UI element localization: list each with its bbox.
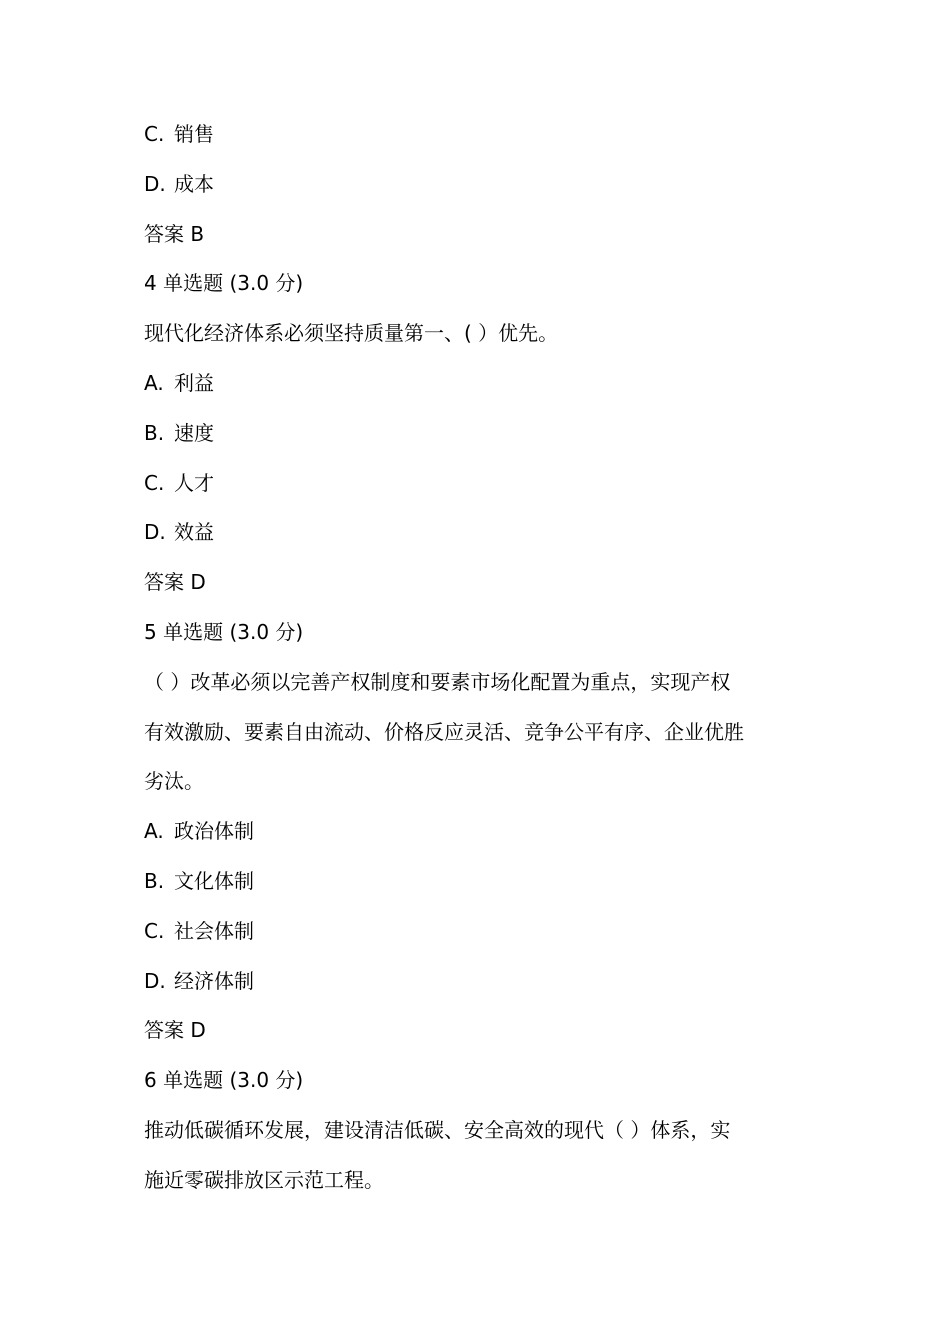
q5-stem-line-1: （ ）改革必须以完善产权制度和要素市场化配置为重点，实现产权 xyxy=(144,669,731,694)
option-letter: C. xyxy=(144,918,165,943)
option-letter: B. xyxy=(144,420,165,445)
q6-header: 6 单选题 (3.0 分) xyxy=(144,1068,304,1093)
q3-answer: 答案 B xyxy=(144,221,205,246)
q5-answer: 答案 D xyxy=(144,1018,206,1043)
q5-option-a xyxy=(144,807,814,857)
q5-option-c xyxy=(144,907,814,957)
option-letter: D. xyxy=(144,968,166,993)
q3-option-c xyxy=(144,110,814,160)
option-text: 人才 xyxy=(174,470,214,495)
option-text: 成本 xyxy=(174,171,214,196)
option-letter: A. xyxy=(144,370,164,395)
option-text: 销售 xyxy=(174,122,214,146)
q4-stem-line-1: 现代化经济体系必须坚持质量第一、( ）优先。 xyxy=(144,321,559,346)
option-letter: B. xyxy=(144,868,165,893)
q3-option-d xyxy=(144,160,814,210)
q5-option-d xyxy=(144,957,814,1007)
option-text: 政治体制 xyxy=(174,819,254,844)
option-text: 社会体制 xyxy=(174,918,254,943)
q5-option-b xyxy=(144,857,814,907)
q6-stem-line-1: 推动低碳循环发展，建设清洁低碳、安全高效的现代（ ）体系，实 xyxy=(144,1117,731,1142)
q4-header: 4 单选题 (3.0 分) xyxy=(144,271,304,296)
option-letter: D. xyxy=(144,171,166,196)
document-page xyxy=(144,110,814,1206)
q4-answer: 答案 D xyxy=(144,570,206,595)
option-text: 速度 xyxy=(174,420,214,445)
q6-stem-line-2: 施近零碳排放区示范工程。 xyxy=(144,1167,384,1192)
option-letter: D. xyxy=(144,520,166,545)
option-text: 文化体制 xyxy=(174,868,254,893)
option-text: 经济体制 xyxy=(174,968,254,993)
q4-option-a xyxy=(144,359,814,409)
option-letter: A. xyxy=(144,819,164,844)
q4-option-c xyxy=(144,459,814,509)
q5-header: 5 单选题 (3.0 分) xyxy=(144,619,304,644)
option-text: 效益 xyxy=(174,520,214,545)
q5-stem-line-3: 劣汰。 xyxy=(144,769,204,794)
option-letter: C. xyxy=(144,122,165,146)
option-text: 利益 xyxy=(174,370,214,395)
q5-stem-line-2: 有效激励、要素自由流动、价格反应灵活、竞争公平有序、企业优胜 xyxy=(144,719,744,744)
q4-option-d xyxy=(144,508,814,558)
q4-option-b xyxy=(144,409,814,459)
option-letter: C. xyxy=(144,470,165,495)
